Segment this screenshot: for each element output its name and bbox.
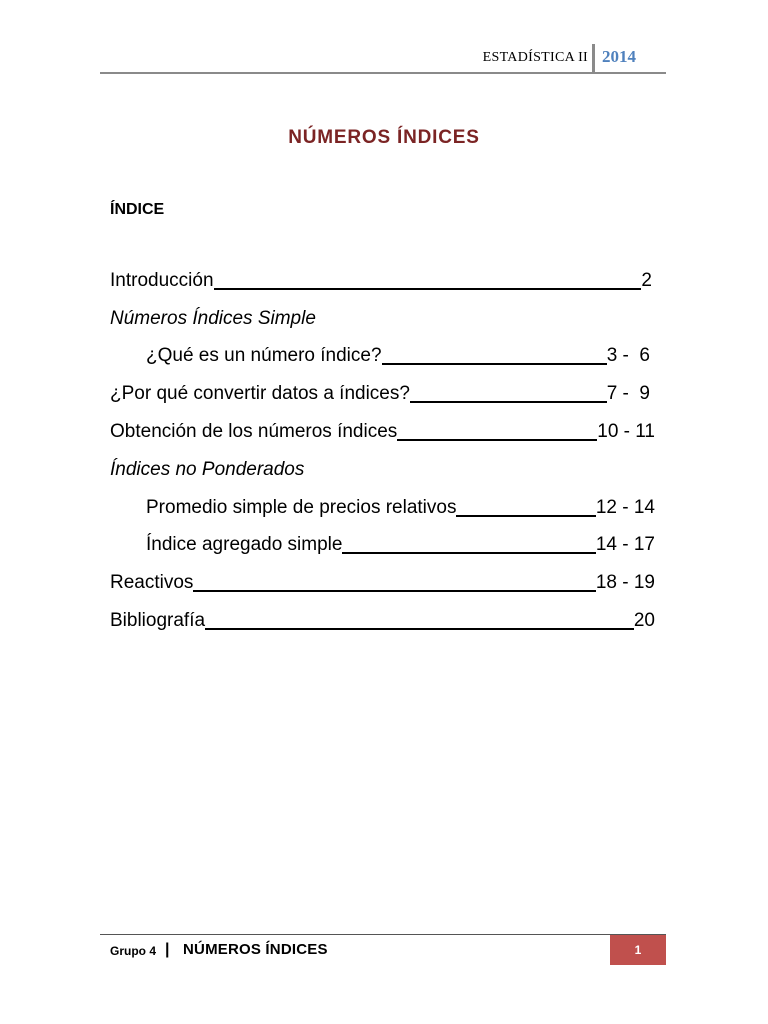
footer-title: NÚMEROS ÍNDICES — [183, 941, 328, 958]
toc-entry[interactable] — [146, 496, 655, 520]
footer-rule — [100, 934, 666, 935]
toc-leader-line — [214, 288, 642, 290]
header-year: 2014 — [602, 47, 636, 66]
toc-entry-label: Índice agregado simple — [146, 534, 343, 555]
toc-entry-label: Reactivos — [110, 572, 194, 593]
toc-section-heading: Números Índices Simple — [110, 308, 316, 329]
footer-group-label: Grupo 4 — [110, 944, 157, 958]
toc-entry[interactable] — [110, 609, 655, 633]
header-separator — [592, 44, 595, 73]
toc-entry[interactable] — [110, 269, 652, 293]
toc-entry-label: Promedio simple de precios relativos — [146, 497, 457, 518]
toc-entry-label: ¿Por qué convertir datos a índices? — [110, 383, 410, 404]
toc-leader-line — [193, 590, 595, 592]
toc-leader-line — [410, 401, 607, 403]
toc-leader-line — [456, 515, 595, 517]
toc-entry-label: Bibliografía — [110, 610, 206, 631]
footer-separator: | — [165, 941, 170, 958]
toc-leader-line — [397, 439, 597, 441]
header-rule — [100, 72, 666, 74]
toc-entry[interactable] — [110, 382, 650, 406]
toc-section-heading: Índices no Ponderados — [110, 459, 305, 480]
toc-entry-pages: 3 - 6 — [606, 345, 650, 366]
toc-entry[interactable] — [146, 344, 650, 368]
toc-entry[interactable] — [146, 533, 655, 557]
toc-entry-pages: 18 - 19 — [595, 572, 655, 593]
toc-leader-line — [342, 552, 595, 554]
page-title: NÚMEROS ÍNDICES — [288, 127, 480, 148]
toc-entry-pages: 7 - 9 — [606, 383, 650, 404]
toc-entry-pages: 12 - 14 — [595, 497, 655, 518]
header-course: ESTADÍSTICA II — [482, 50, 588, 65]
toc-leader-line — [382, 363, 607, 365]
toc-entry-pages: 2 — [641, 270, 652, 291]
toc-entry-label: Obtención de los números índices — [110, 421, 398, 442]
page-number-badge — [610, 935, 666, 965]
toc-entry[interactable] — [110, 420, 655, 444]
toc-entry-pages: 10 - 11 — [597, 421, 655, 442]
toc-entry-pages: 20 — [633, 610, 655, 631]
index-heading: ÍNDICE — [110, 201, 165, 218]
page-number: 1 — [634, 943, 642, 957]
toc-entry-label: Introducción — [110, 270, 214, 291]
toc-entry[interactable] — [110, 571, 655, 595]
toc-leader-line — [205, 628, 634, 630]
toc-entry-pages: 14 - 17 — [595, 534, 655, 555]
toc-entry-label: ¿Qué es un número índice? — [146, 345, 382, 366]
